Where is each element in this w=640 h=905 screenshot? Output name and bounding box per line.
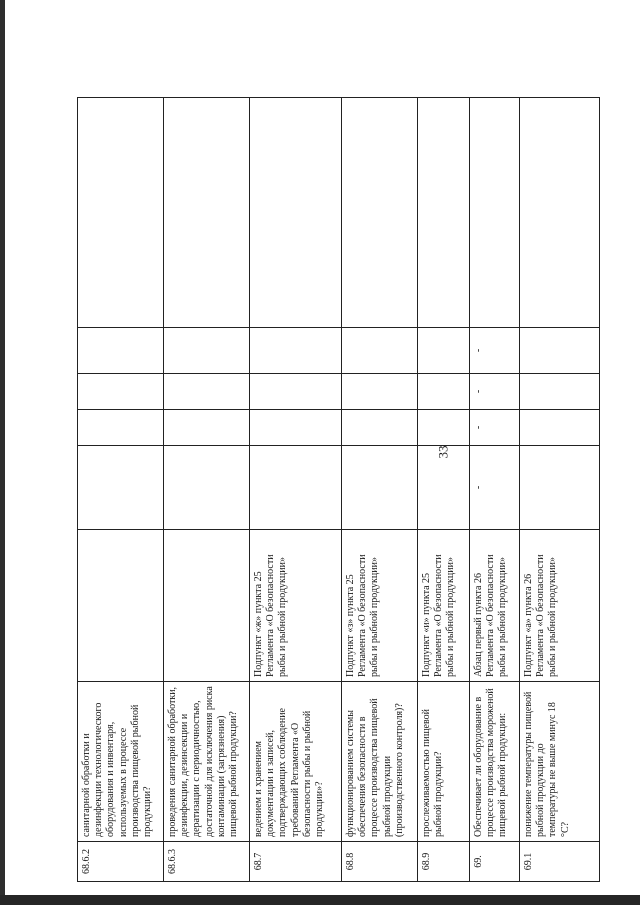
page-number: 33 [435,445,451,459]
legal-reference: Подпункт «ж» пункта 25 Регламента «О безопасности рыбы и рыбной продукции» [250,530,342,682]
answer-cell [418,328,470,374]
answer-cell [342,328,418,374]
legal-reference: Подпункт «и» пункта 25 Регламента «О безопасности рыбы и рыбной продукции» [418,530,470,682]
requirement-text: ведением и хранением документации и записей, подтверждающих соблюдение требований Регламента «О безопасности рыбы и рыбной продукции»? [250,682,342,842]
requirement-text: проведения санитарной обработки, дезинфекции, дезинсекции и дератизации с периодичностью, достаточной для исключения риска контаминации (загрязнения) пищевой рыбной продукции? [164,682,250,842]
answer-cell [78,410,164,446]
scan-border-bottom [0,895,640,905]
answer-cell [78,374,164,410]
notes-cell [164,98,250,328]
answer-cell: - [470,446,520,530]
requirement-text: Обеспечивает ли оборудование в процессе производства мороженой пищевой рыбной продукции: [470,682,520,842]
scan-border-left [0,0,5,905]
answer-cell [520,328,600,374]
notes-cell [250,98,342,328]
table-row [470,98,520,882]
row-number: 69. [470,842,520,882]
answer-cell: - [470,374,520,410]
rotated-table-wrapper [77,98,599,882]
answer-cell [78,328,164,374]
row-number: 68.6.3 [164,842,250,882]
legal-reference: Подпункт «а» пункта 26 Регламента «О безопасности рыбы и рыбной продукции» [520,530,600,682]
answer-cell [520,374,600,410]
requirement-text: прослеживаемостью пищевой рыбной продукции? [418,682,470,842]
answer-cell [418,410,470,446]
answer-cell: - [470,328,520,374]
answer-cell [164,328,250,374]
table-row [342,98,418,882]
answer-cell [250,328,342,374]
notes-cell [520,98,600,328]
answer-cell: - [470,410,520,446]
answer-cell [342,446,418,530]
legal-reference [164,530,250,682]
legal-reference: Подпункт «з» пункта 25 Регламента «О безопасности рыбы и рыбной продукции» [342,530,418,682]
legal-reference: Абзац первый пункта 26 Регламента «О безопасности рыбы и рыбной продукции» [470,530,520,682]
answer-cell [250,374,342,410]
answer-cell [250,410,342,446]
requirement-text: функционированием системы обеспечения безопасности в процессе производства пищевой рыбной продукции (производственного контроля)? [342,682,418,842]
row-number: 68.9 [418,842,470,882]
table-row [78,98,164,882]
answer-cell [520,446,600,530]
legal-reference [78,530,164,682]
requirement-text: понижение температуры пищевой рыбной продукции до температуры не выше минус 18 °С? [520,682,600,842]
answer-cell [418,374,470,410]
checklist-table [77,97,600,882]
notes-cell [470,98,520,328]
requirement-text: санитарной обработки и дезинфекции технологического оборудования и инвентаря, используемых в процессе производства пищевой рыбной продукции? [78,682,164,842]
row-number: 68.6.2 [78,842,164,882]
answer-cell [164,410,250,446]
table-row [418,98,470,882]
answer-cell [418,446,470,530]
table-row [520,98,600,882]
answer-cell [78,446,164,530]
table-row [250,98,342,882]
row-number: 68.8 [342,842,418,882]
answer-cell [164,446,250,530]
answer-cell [250,446,342,530]
row-number: 69.1 [520,842,600,882]
notes-cell [78,98,164,328]
answer-cell [342,374,418,410]
answer-cell [164,374,250,410]
notes-cell [418,98,470,328]
row-number: 68.7 [250,842,342,882]
answer-cell [342,410,418,446]
table-row [164,98,250,882]
answer-cell [520,410,600,446]
notes-cell [342,98,418,328]
